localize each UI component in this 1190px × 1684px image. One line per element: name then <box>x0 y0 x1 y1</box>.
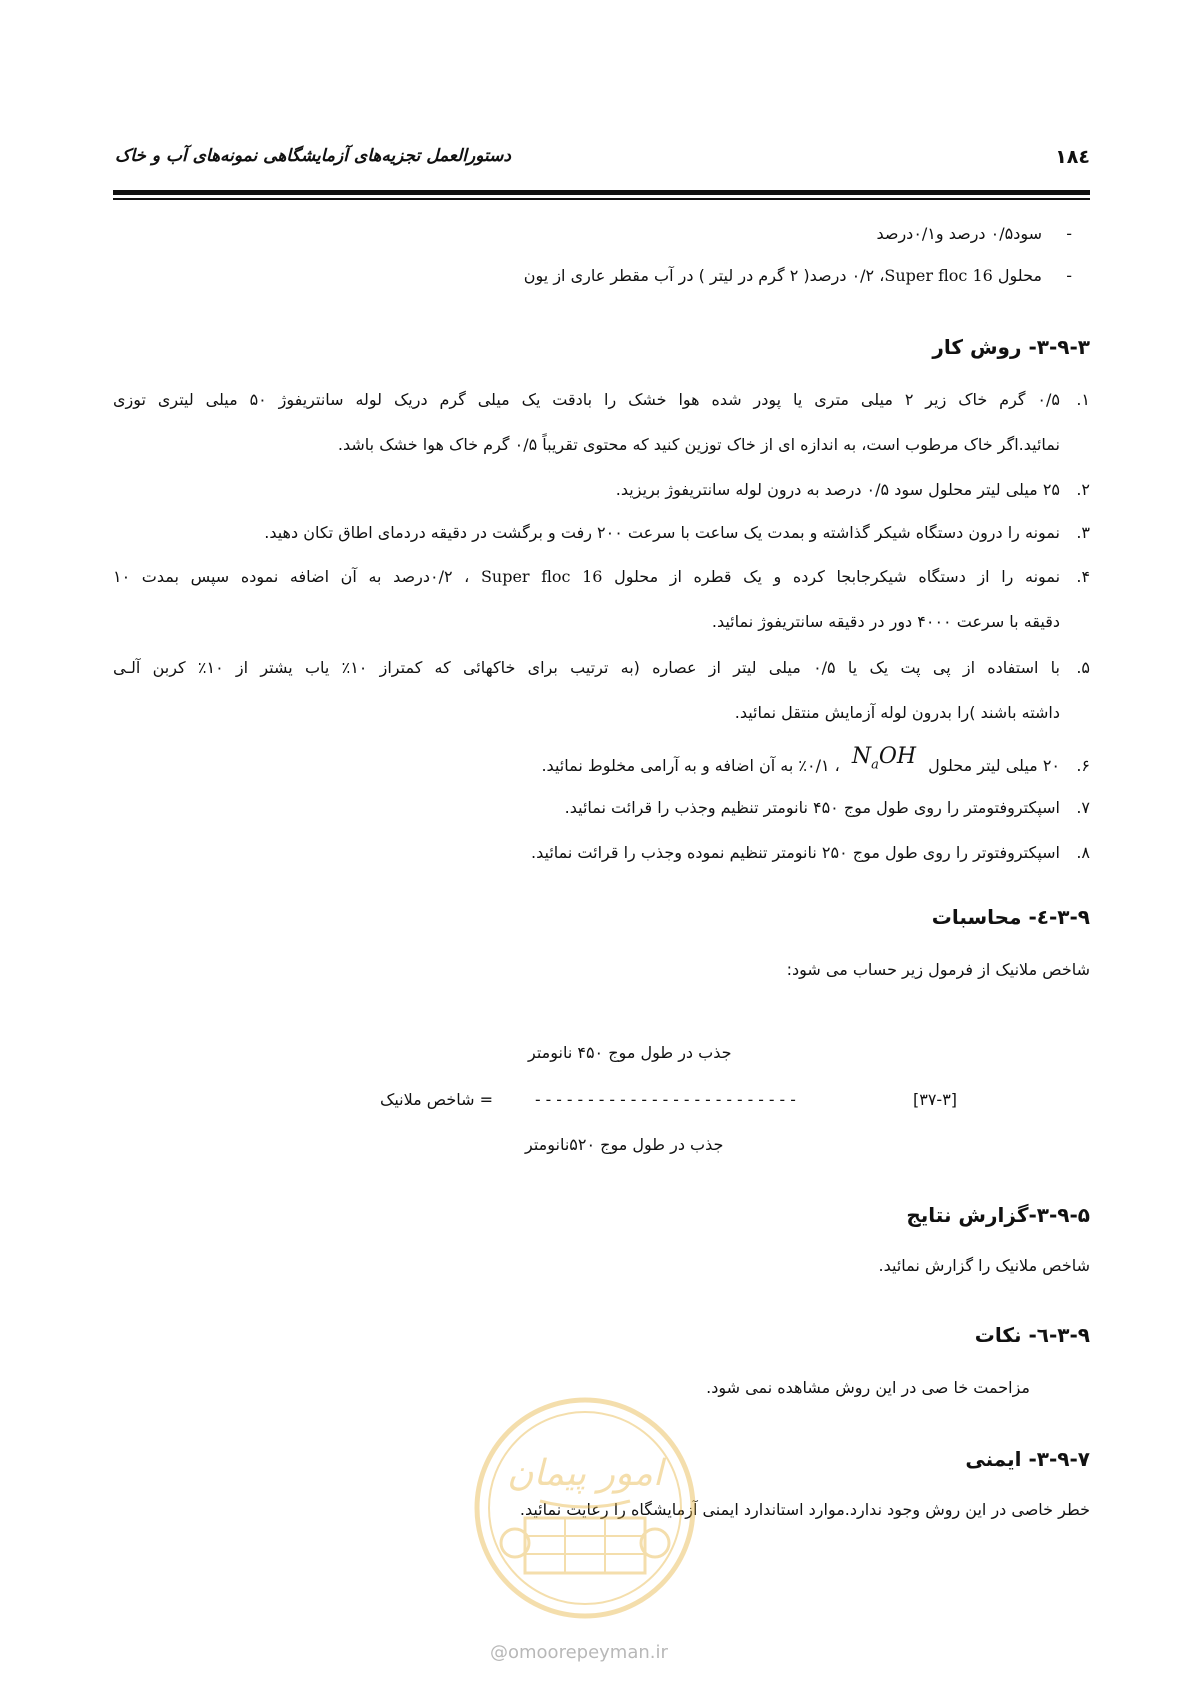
method-step-4-cont: دقیقه با سرعت ۴۰۰۰ دور در دقیقه سانتریفوژ نمائید. <box>711 612 1060 631</box>
section-heading-method: ۳-۹-۳- روش کار <box>932 335 1090 359</box>
list-dash: - <box>1066 266 1072 285</box>
step-text: نمونه را درون دستگاه شیکر گذاشته و بمدت یک ساعت با سرعت ۲۰۰ رفت و برگشت در دقیقه دردمای اطاق تکان دهید. <box>264 523 1060 542</box>
step-number: ۵. <box>1076 658 1091 677</box>
step-text: با استفاده از پی پت یک یا ۰/۵ میلی لیتر از عصاره (به ترتیب برای خاکهائی که کمتراز ۱۰٪ یاب یشتر از ۱۰٪ کربن آلـی <box>113 658 1061 677</box>
header-rule <box>113 190 1090 195</box>
step-text: ۰/۵ گرم خاک زیر ۲ میلی متری یا پودر شده هوا خشک را بادقت یک میلی گرم دریک لوله سانتریفوژ ۵۰ میلی لیتری توزی <box>113 390 1060 409</box>
step-number: ۳. <box>1076 523 1090 542</box>
report-text: شاخص ملانیک را گزارش نمائید. <box>878 1256 1090 1275</box>
reagent-item <box>876 224 1072 244</box>
step-number: ۸. <box>1076 843 1090 862</box>
notes-text: مزاحمت خا صی در این روش مشاهده نمی شود. <box>706 1378 1030 1397</box>
step-number: ۲. <box>1076 480 1090 499</box>
method-step-5-cont: داشته باشند )را بدرون لوله آزمایش منتقل نمائید. <box>734 703 1060 722</box>
list-dash: - <box>1066 224 1072 243</box>
watermark-site-text: @omoorepeyman.ir <box>490 1642 668 1663</box>
reagent-text: سود۰/۵ درصد و۰/۱درصد <box>876 224 1042 243</box>
reagent-text: ، ۰/۲ درصد( ۲ گرم در لیتر ) در آب مقطر عاری از یون <box>523 266 885 285</box>
step-number: ۶. <box>1076 756 1090 775</box>
method-step-8 <box>531 843 1090 863</box>
method-step-1-cont: نمائید.اگر خاک مرطوب است، به اندازه ای از خاک توزین کنید که محتوی تقریباً ۰/۵ گرم خاک هوا خشک باشد. <box>337 435 1060 454</box>
calc-intro: شاخص ملانیک از فرمول زیر حساب می شود: <box>786 960 1090 979</box>
equation-number: [۳۷-۳] <box>913 1090 958 1109</box>
section-heading-notes: ۳-۹-٦- نکات <box>974 1323 1090 1347</box>
step-text: نمونه را از دستگاه شیکرجابجا کرده و یک قطره از محلول <box>614 567 1061 586</box>
step-number: ۱. <box>1076 390 1090 409</box>
step-text: ۲۰ میلی لیتر محلول <box>928 756 1060 775</box>
step-text: ، ۰/۱٪ به آن اضافه و به آرامی مخلوط نمائید. <box>541 756 840 775</box>
naoh-formula: $N_aOH$ <box>851 744 917 773</box>
method-step-2 <box>616 480 1090 500</box>
seal-lettering: امور پیمان <box>507 1453 663 1494</box>
step-text: اسپکتروفتومتر را روی طول موج ۴۵۰ نانومتر تنظیم وجذب را قرائت نمائید. <box>564 798 1060 817</box>
method-step-7 <box>565 798 1090 818</box>
step-number: ۴. <box>1076 567 1091 586</box>
section-heading-calculations: ۳-۹-٤- محاسبات <box>931 905 1090 929</box>
step-number: ۷. <box>1076 798 1090 817</box>
safety-text: خطر خاصی در این روش وجود ندارد.موارد استاندارد ایمنی آزمایشگاه را رعایت نمائید. <box>519 1500 1090 1519</box>
method-step-1 <box>113 390 1090 410</box>
header-rule-thin <box>113 198 1090 200</box>
formula-fraction-line: ------------------------- <box>533 1090 799 1109</box>
section-heading-report: ۳-۹-۵-گزارش نتایج <box>906 1203 1090 1227</box>
reagent-latin-name: Super floc 16 <box>480 567 603 586</box>
method-step-6 <box>541 744 1090 783</box>
method-step-4 <box>113 567 1090 587</box>
method-step-3 <box>264 523 1090 543</box>
watermark-seal <box>470 1393 700 1623</box>
reagent-text: محلول <box>997 266 1042 285</box>
step-text: ، ۰/۲درصد به آن اضافه نموده سپس بمدت ۱۰ <box>113 567 470 586</box>
formula-numerator: جذب در طول موج ۴۵۰ نانومتر <box>528 1043 732 1062</box>
formula-denominator: جذب در طول موج ۵۲۰نانومتر <box>525 1135 724 1154</box>
formula-lhs: = شاخص ملانیک <box>380 1090 494 1109</box>
reagent-item <box>524 266 1072 286</box>
step-text: اسپکتروفتوتر را روی طول موج ۲۵۰ نانومتر تنظیم نموده وجذب را قرائت نمائید. <box>531 843 1060 862</box>
method-step-5 <box>113 658 1090 678</box>
section-heading-safety: ۳-۹-۷- ایمنی <box>965 1447 1090 1471</box>
reagent-latin-name: Super floc 16 <box>884 266 993 285</box>
running-header-title: دستورالعمل تجزیه‌های آزمایشگاهی نمونه‌های آب و خاک <box>115 146 511 166</box>
page-number: ۱۸٤ <box>1055 146 1090 168</box>
step-text: ۲۵ میلی لیتر محلول سود ۰/۵ درصد به درون لوله سانتریفوژ بریزید. <box>615 480 1060 499</box>
